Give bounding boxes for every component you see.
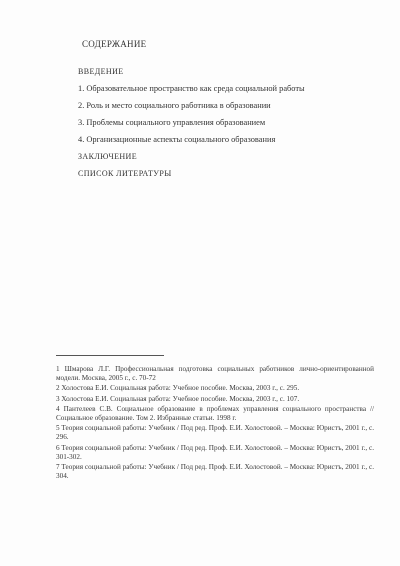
- footnotes: [56, 365, 374, 482]
- toc-item-chapter-1: 1. Образовательное пространство как среда социальной работы: [78, 84, 305, 93]
- footnote-4: 4 Пантелеев С.В. Социальное образование в проблемах управления социального пространства // Социальное образование. Том 2. Избранные статьи. 1998 г.: [56, 404, 374, 423]
- toc-item-introduction: ВВЕДЕНИЕ: [78, 67, 124, 76]
- toc-item-bibliography: СПИСОК ЛИТЕРАТУРЫ: [78, 169, 172, 178]
- footnote-3: 3 Холостова Е.И. Социальная работа: Учебное пособие. Москва, 2003 г., с. 107.: [56, 394, 300, 403]
- footnote-5: 5 Теория социальной работы: Учебник / Под ред. Проф. Е.И. Холостовой. – Москва: Юристъ, 2001 г., с. 296.: [56, 424, 374, 442]
- footnote-6: 6 Теория социальной работы: Учебник / Под ред. Проф. Е.И. Холостовой. – Москва: Юристъ, 2001 г., с. 301-302.: [56, 443, 374, 461]
- footnote-2: 2 Холостова Е.И. Социальная работа: Учебное пособие. Москва, 2003 г., с. 295.: [56, 384, 300, 393]
- toc-item-chapter-3: 3. Проблемы социального управления образованием: [78, 118, 266, 127]
- footnote-7: 7 Теория социальной работы: Учебник / Под ред. Проф. Е.И. Холостовой. – Москва: Юристъ, 2001 г., с. 304.: [56, 463, 374, 481]
- toc-item-chapter-2: 2. Роль и место социального работника в образовании: [78, 101, 271, 110]
- footnote-separator: [56, 355, 164, 356]
- page-title: СОДЕРЖАНИЕ: [82, 39, 147, 49]
- toc-item-conclusion: ЗАКЛЮЧЕНИЕ: [78, 152, 137, 161]
- footnote-1: 1 Шмарова Л.Г. Профессиональная подготовка социальных работников лично-ориентированной модели. Москва, 2005 г., с. 70-72: [56, 365, 374, 383]
- table-of-contents: [78, 63, 378, 182]
- toc-item-chapter-4: 4. Организационные аспекты социального образования: [78, 135, 276, 144]
